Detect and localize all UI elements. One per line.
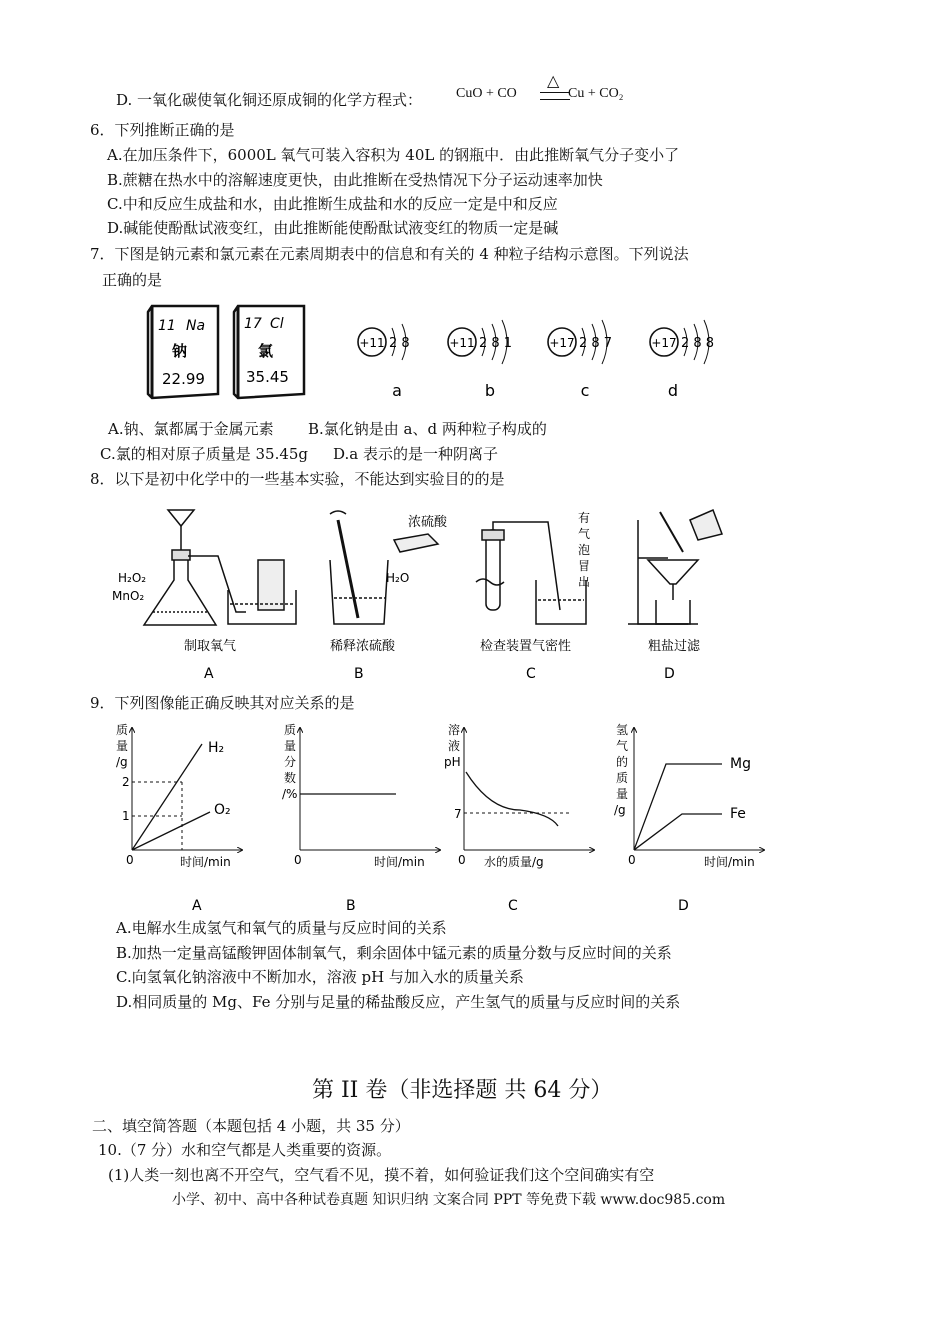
a-label-h2o2: H₂O₂ bbox=[118, 571, 147, 585]
cl-symbol: Cl bbox=[270, 316, 284, 332]
sodium-element-card bbox=[148, 306, 218, 398]
svg-text:数: 数 bbox=[284, 771, 297, 785]
svg-text:+17: +17 bbox=[549, 336, 575, 350]
heat-condition: △ bbox=[547, 73, 560, 90]
svg-text:的: 的 bbox=[616, 755, 629, 769]
q10-part1: (1)人类一刻也离不开空气，空气看不见，摸不着，如何验证我们这个空间确实有空 bbox=[108, 1166, 655, 1184]
graph-c bbox=[444, 722, 594, 914]
svg-text:+11: +11 bbox=[449, 336, 475, 350]
particle-a-label: a bbox=[392, 381, 402, 400]
svg-text:/g: /g bbox=[116, 755, 128, 769]
equation-left: CuO + CO bbox=[456, 86, 517, 101]
svg-text:2 8 7: 2 8 7 bbox=[579, 336, 613, 351]
equation-right: Cu + CO₂ bbox=[568, 86, 624, 101]
particle-a-diagram bbox=[358, 324, 410, 400]
q10-stem: 10.（7 分）水和空气都是人类重要的资源。 bbox=[98, 1141, 392, 1159]
na-mass: 22.99 bbox=[162, 370, 205, 388]
svg-text:出: 出 bbox=[578, 575, 591, 589]
q9-graphs bbox=[110, 720, 790, 920]
svg-text:2 8 1: 2 8 1 bbox=[479, 336, 513, 351]
particle-d-diagram bbox=[650, 320, 714, 400]
apparatus-c-airtight bbox=[476, 522, 586, 624]
q9-option-b: B.加热一定量高锰酸钾固体制氧气，剩余固体中锰元素的质量分数与反应时间的关系 bbox=[116, 944, 672, 962]
q7-stem: 7．下图是钠元素和氯元素在元素周期表中的信息和有关的 4 种粒子结构示意图。下列说法 bbox=[90, 245, 689, 263]
graph-d bbox=[614, 723, 764, 914]
b-caption: 稀释浓硫酸 bbox=[330, 639, 396, 654]
svg-text:液: 液 bbox=[448, 739, 461, 753]
svg-text:/g: /g bbox=[614, 803, 626, 817]
svg-text:0: 0 bbox=[126, 853, 134, 867]
svg-text:7: 7 bbox=[454, 807, 462, 821]
graph-a bbox=[116, 722, 242, 914]
svg-text:分: 分 bbox=[284, 755, 297, 769]
a-letter: A bbox=[204, 666, 214, 682]
svg-text:量: 量 bbox=[284, 739, 297, 753]
svg-text:量: 量 bbox=[116, 739, 129, 753]
section-heading: 二、填空简答题（本题包括 4 小题，共 35 分） bbox=[92, 1117, 410, 1135]
q6-option-d: D.碱能使酚酞试液变红，由此推断能使酚酞试液变红的物质一定是碱 bbox=[107, 219, 559, 237]
svg-text:2 8: 2 8 bbox=[389, 336, 410, 351]
svg-text:有: 有 bbox=[578, 511, 591, 525]
q6-stem: 6．下列推断正确的是 bbox=[90, 121, 235, 139]
cl-number: 17 bbox=[244, 316, 262, 332]
q7-figure bbox=[140, 298, 740, 408]
svg-text:pH: pH bbox=[444, 755, 461, 769]
c-letter: C bbox=[526, 666, 536, 682]
q6-option-c: C.中和反应生成盐和水，由此推断生成盐和水的反应一定是中和反应 bbox=[107, 195, 558, 213]
svg-text:B: B bbox=[346, 898, 356, 914]
svg-text:A: A bbox=[192, 898, 202, 914]
particle-b-diagram bbox=[448, 320, 512, 400]
svg-text:质: 质 bbox=[116, 723, 129, 737]
q9-option-a: A.电解水生成氢气和氧气的质量与反应时间的关系 bbox=[116, 919, 447, 937]
q7-option-b: B.氯化钠是由 a、d 两种粒子构成的 bbox=[308, 420, 547, 438]
q8-stem: 8．以下是初中化学中的一些基本实验，不能达到实验目的的是 bbox=[90, 470, 505, 488]
q6-option-b: B.蔗糖在热水中的溶解速度更快，由此推断在受热情况下分子运动速率加快 bbox=[107, 171, 603, 189]
q6-option-a: A.在加压条件下，6000L 氧气可装入容积为 40L 的钢瓶中．由此推断氧气分子变小了 bbox=[107, 146, 680, 164]
svg-text:冒: 冒 bbox=[578, 559, 591, 573]
o2-label: O₂ bbox=[214, 802, 231, 818]
d-caption: 粗盐过滤 bbox=[648, 639, 701, 654]
q9-option-c: C.向氢氧化钠溶液中不断加水，溶液 pH 与加入水的质量关系 bbox=[116, 968, 524, 986]
particle-b-label: b bbox=[484, 381, 496, 400]
q8-figure bbox=[108, 500, 728, 690]
cl-mass: 35.45 bbox=[246, 368, 289, 386]
particle-c-diagram bbox=[548, 320, 612, 400]
mg-label: Mg bbox=[730, 756, 751, 772]
q9-stem: 9．下列图像能正确反映其对应关系的是 bbox=[90, 694, 355, 712]
svg-text:D: D bbox=[678, 898, 689, 914]
svg-text:时间/min: 时间/min bbox=[374, 855, 425, 869]
q7-option-c: C.氯的相对原子质量是 35.45g bbox=[100, 445, 309, 463]
c-caption: 检查装置气密性 bbox=[480, 639, 572, 654]
cl-name: 氯 bbox=[258, 342, 274, 360]
svg-text:1: 1 bbox=[122, 809, 130, 823]
apparatus-d-filter bbox=[628, 510, 722, 624]
svg-text:质: 质 bbox=[284, 723, 297, 737]
b-label-water: H₂O bbox=[386, 571, 410, 585]
q7-option-d: D.a 表示的是一种阴离子 bbox=[333, 445, 498, 463]
svg-text:氢: 氢 bbox=[616, 723, 629, 737]
a-caption: 制取氧气 bbox=[184, 639, 237, 654]
svg-text:时间/min: 时间/min bbox=[180, 855, 231, 869]
q7-option-a: A.钠、氯都属于金属元素 bbox=[108, 420, 274, 438]
q9-option-d: D.相同质量的 Mg、Fe 分别与足量的稀盐酸反应，产生氢气的质量与反应时间的关系 bbox=[116, 993, 681, 1011]
svg-text:泡: 泡 bbox=[578, 543, 591, 557]
q5-option-d: D. 一氧化碳使氧化铜还原成铜的化学方程式： bbox=[116, 91, 423, 109]
svg-text:0: 0 bbox=[458, 853, 466, 867]
svg-text:水的质量/g: 水的质量/g bbox=[484, 855, 544, 869]
na-number: 11 bbox=[158, 318, 176, 334]
q7-stem-cont: 正确的是 bbox=[102, 271, 163, 289]
na-symbol: Na bbox=[186, 318, 206, 334]
svg-text:2 8 8: 2 8 8 bbox=[681, 336, 715, 351]
svg-text:0: 0 bbox=[294, 853, 302, 867]
svg-text:溶: 溶 bbox=[448, 723, 461, 737]
fe-label: Fe bbox=[730, 806, 746, 822]
h2-label: H₂ bbox=[208, 740, 225, 756]
svg-text:+11: +11 bbox=[359, 336, 385, 350]
svg-text:2: 2 bbox=[122, 775, 130, 789]
svg-text:气: 气 bbox=[578, 527, 591, 541]
svg-text:C: C bbox=[508, 898, 518, 914]
footer: 小学、初中、高中各种试卷真题 知识归纳 文案合同 PPT 等免费下载 www.doc985.com bbox=[172, 1192, 726, 1208]
b-letter: B bbox=[354, 666, 364, 682]
equation-equals bbox=[540, 92, 570, 100]
svg-text:0: 0 bbox=[628, 853, 636, 867]
apparatus-a-oxygen bbox=[144, 510, 296, 625]
na-name: 钠 bbox=[172, 342, 188, 360]
svg-text:时间/min: 时间/min bbox=[704, 855, 755, 869]
svg-text:气: 气 bbox=[616, 739, 629, 753]
b-label-acid: 浓硫酸 bbox=[408, 515, 448, 530]
chlorine-element-card bbox=[234, 306, 304, 398]
d-letter: D bbox=[664, 666, 675, 682]
a-label-mno2: MnO₂ bbox=[112, 589, 145, 603]
svg-text:质: 质 bbox=[616, 771, 629, 785]
particle-c-label: c bbox=[580, 381, 590, 400]
graph-b bbox=[282, 722, 440, 914]
part2-title: 第 II 卷（非选择题 共 64 分） bbox=[312, 1078, 613, 1103]
svg-text:+17: +17 bbox=[651, 336, 677, 350]
particle-d-label: d bbox=[667, 381, 679, 400]
svg-text:量: 量 bbox=[616, 787, 629, 801]
svg-text:/%: /% bbox=[282, 787, 298, 801]
